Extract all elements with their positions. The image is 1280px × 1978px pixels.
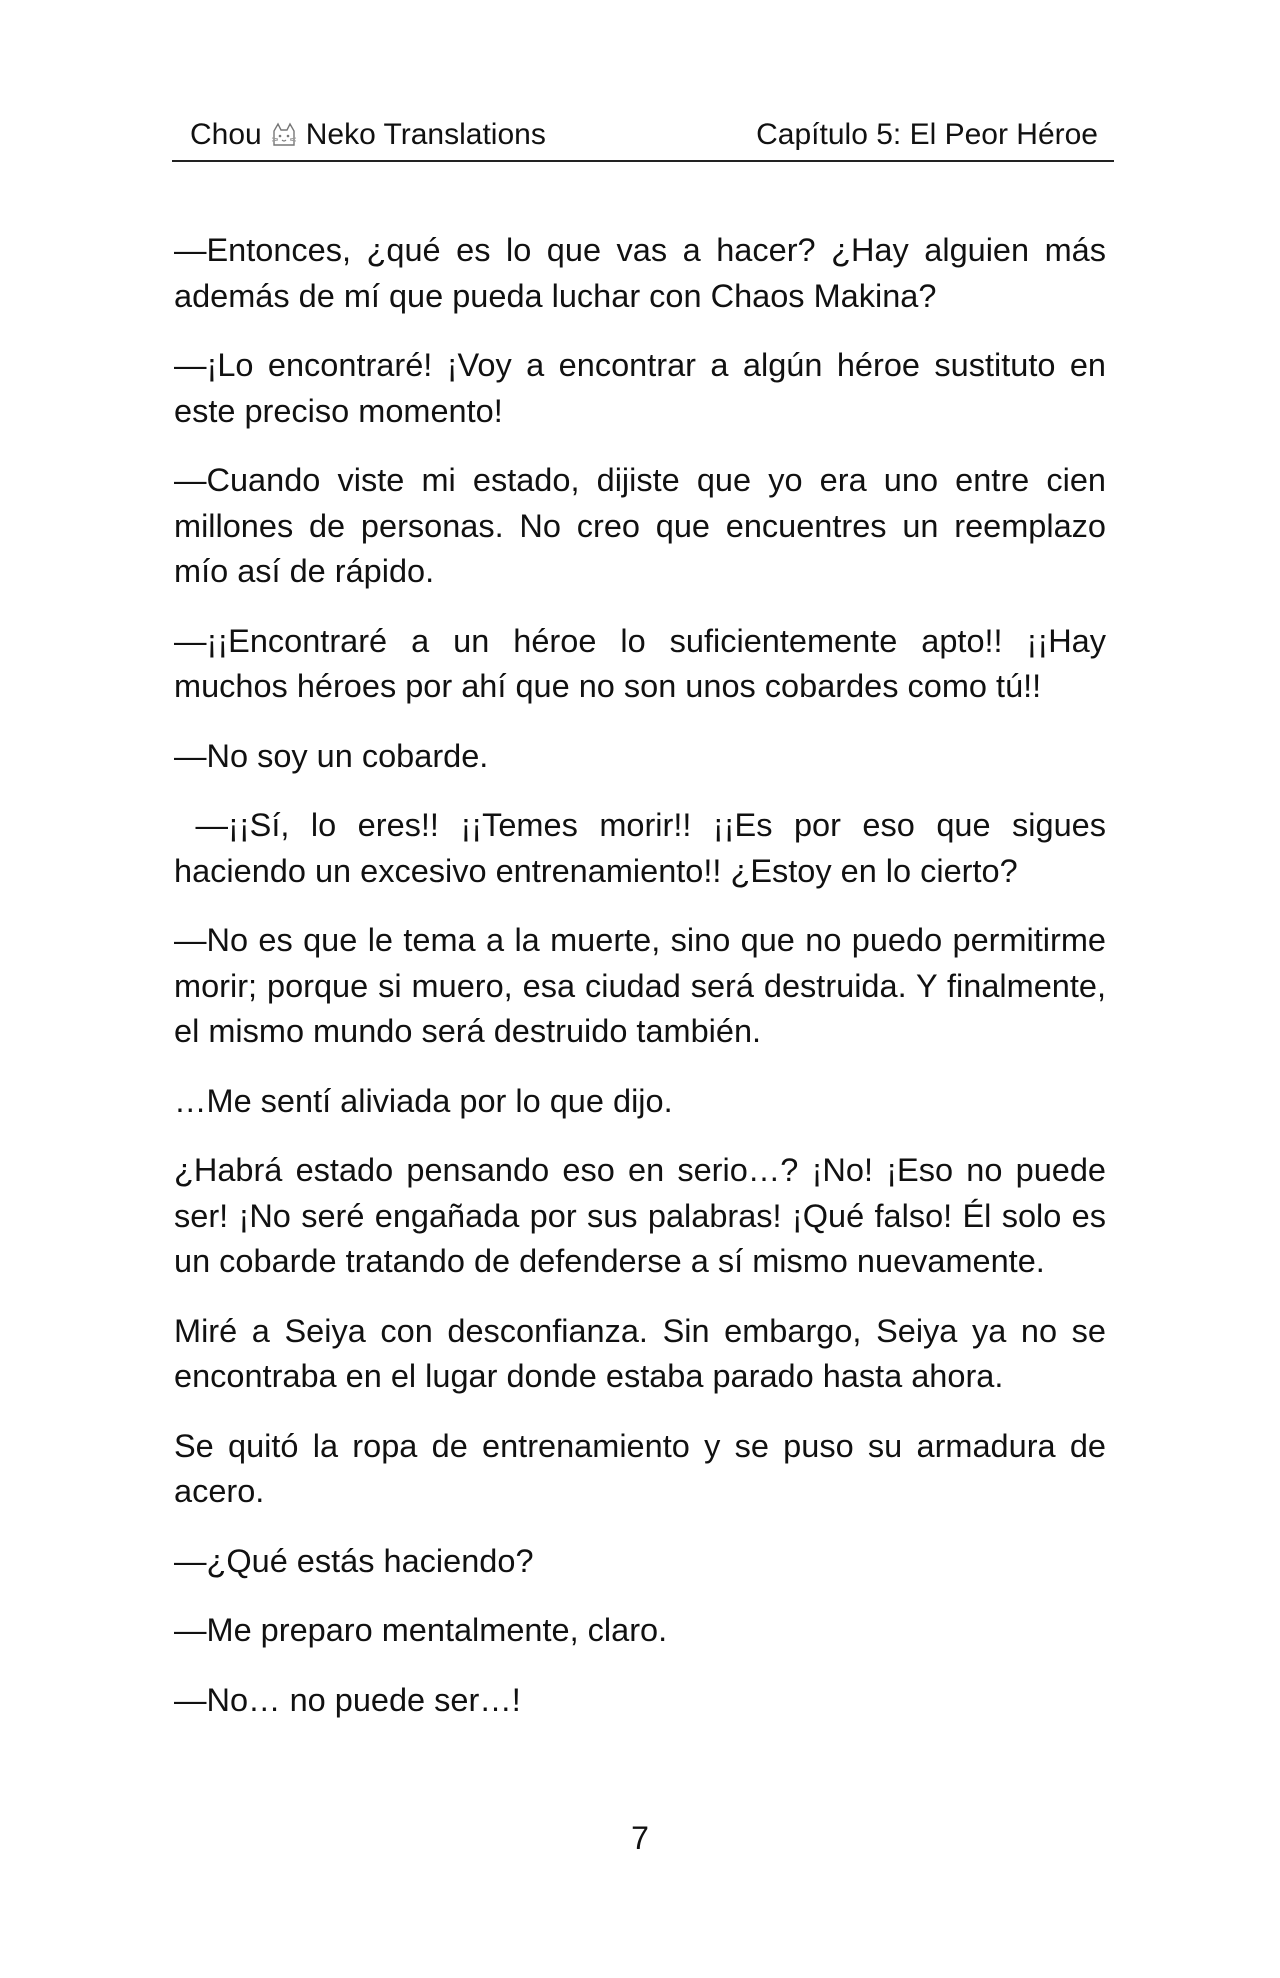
header-site-name [190,118,546,152]
paragraph: —No… no puede ser…! [174,1681,521,1718]
paragraph: —Cuando viste mi estado, dijiste que yo era uno entre cien millones de personas. No creo que encuentres un reemplazo mío así de rápido. [174,462,1106,589]
paragraph: …Me sentí aliviada por lo que dijo. [174,1082,673,1119]
paragraph: —¡Lo encontraré! ¡Voy a encontrar a algún héroe sustituto en este preciso momento! [174,347,1106,429]
paragraph: —¡¡Sí, lo eres!! ¡¡Temes morir!! ¡¡Es por eso que sigues haciendo un excesivo entrenamiento!! ¿Estoy en lo cierto? [174,807,1116,889]
paragraph: —¿Qué estás haciendo? [174,1542,534,1579]
paragraph: —Entonces, ¿qué es lo que vas a hacer? ¿Hay alguien más además de mí que pueda luchar con Chaos Makina? [174,232,1106,314]
cat-icon [268,119,300,151]
chapter-title: Capítulo 5: El Peor Héroe [756,118,1098,151]
paragraph: Miré a Seiya con desconfianza. Sin embargo, Seiya ya no se encontraba en el lugar donde estaba parado hasta ahora. [174,1312,1106,1394]
page-number: 7 [631,1820,649,1856]
page-header [172,112,1114,162]
paragraph: —No es que le tema a la muerte, sino que no puedo permitirme morir; porque si muero, esa ciudad será destruida. Y finalmente, el mismo mundo será destruido también. [174,922,1106,1049]
paragraph: —¡¡Encontraré a un héroe lo suficientemente apto!! ¡¡Hay muchos héroes por ahí que no son unos cobardes como tú!! [174,622,1106,704]
paragraph: ¿Habrá estado pensando eso en serio…? ¡No! ¡Eso no puede ser! ¡No seré engañada por sus palabras! ¡Qué falso! Él solo es un cobarde tratando de defenderse a sí mismo nuevamente. [174,1152,1106,1279]
paragraph: —No soy un cobarde. [174,737,489,774]
header-site-name-part2: Neko Translations [305,118,546,151]
paragraph: —Me preparo mentalmente, claro. [174,1612,668,1648]
paragraph: Se quitó la ropa de entrenamiento y se puso su armadura de acero. [174,1427,1106,1509]
body-text [174,228,1116,1747]
header-site-name-part1: Chou [190,118,262,151]
